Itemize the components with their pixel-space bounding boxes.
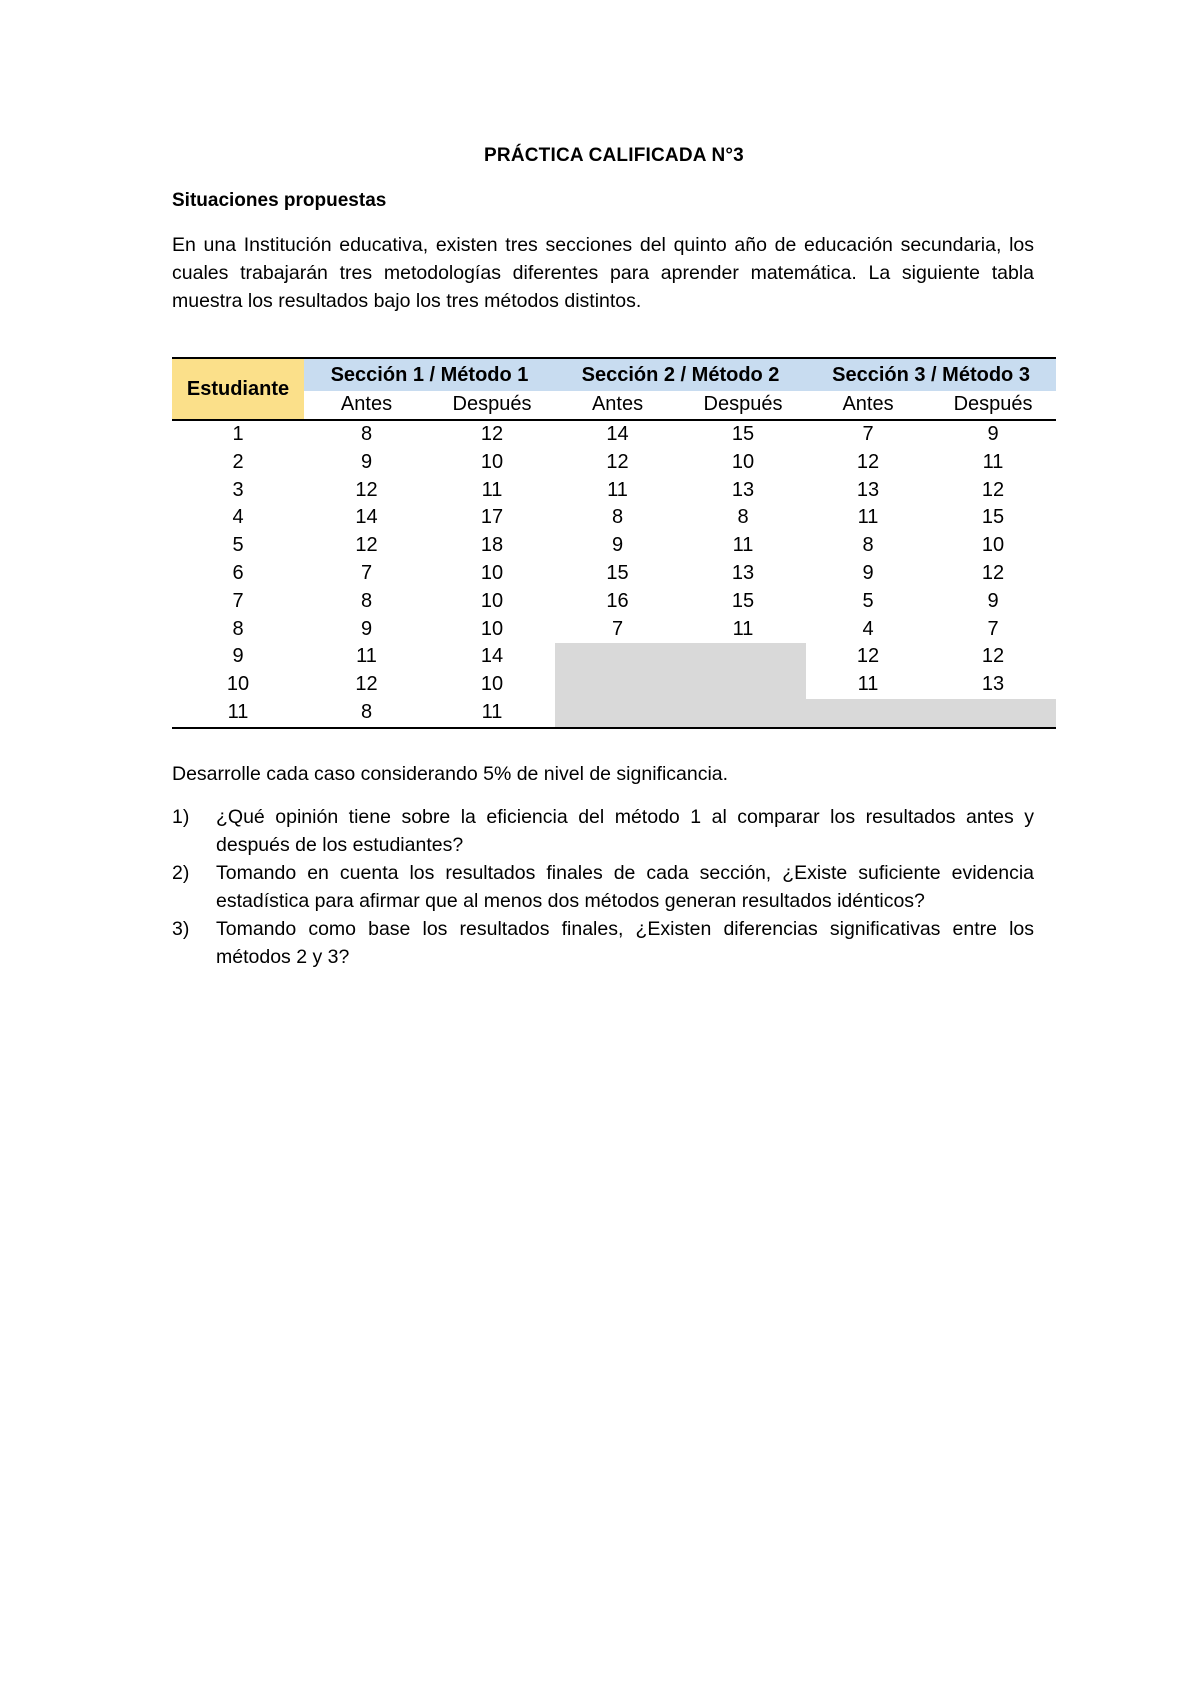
page-title: PRÁCTICA CALIFICADA N°3 [484, 145, 744, 166]
score-cell: 10 [480, 450, 504, 473]
score-cell: 4 [862, 617, 874, 640]
empty-cell [555, 643, 680, 671]
questions-list [172, 803, 1034, 971]
table-row [172, 588, 1056, 616]
score-cell: 18 [480, 534, 504, 557]
empty-cell [680, 699, 806, 728]
student-number-cell: 3 [232, 478, 244, 501]
score-cell: 12 [856, 450, 880, 473]
table-row [172, 699, 1056, 728]
empty-cell [555, 671, 680, 699]
table-body [172, 420, 1056, 728]
question-number: 2) [172, 862, 190, 884]
student-number-cell: 1 [232, 423, 244, 445]
score-cell: 5 [862, 589, 874, 612]
table-row [172, 616, 1056, 644]
student-number-cell: 4 [232, 506, 244, 529]
score-cell: 13 [856, 478, 880, 501]
table-row [172, 671, 1056, 699]
score-cell: 12 [355, 478, 378, 501]
score-cell: 11 [732, 617, 754, 640]
score-cell: 8 [304, 699, 429, 728]
subheader-antes: Antes [806, 391, 930, 420]
score-cell: 10 [981, 534, 1005, 557]
score-cell: 11 [481, 478, 503, 501]
empty-cell [806, 699, 930, 728]
score-cell: 13 [731, 478, 755, 501]
student-number-cell: 7 [232, 589, 244, 612]
student-column-header: Estudiante [172, 358, 304, 420]
score-cell: 11 [429, 699, 555, 728]
table-row [172, 560, 1056, 588]
student-number-cell: 5 [232, 534, 244, 557]
score-cell: 9 [611, 534, 624, 557]
significance-note: Desarrolle cada caso considerando 5% de nivel de significancia. [172, 763, 729, 785]
score-cell: 7 [862, 423, 874, 445]
score-cell: 12 [981, 561, 1005, 584]
question-text: Tomando como base los resultados finales, ¿Existen diferencias significativas entre los métodos 2 y 3? [216, 918, 1034, 968]
student-number-cell: 10 [226, 673, 250, 696]
list-item [172, 803, 1034, 859]
table-row [172, 420, 1056, 449]
score-cell: 11 [607, 478, 628, 501]
section-3-header: Sección 3 / Método 3 [806, 358, 1056, 391]
score-cell: 9 [987, 423, 999, 445]
list-item [172, 859, 1034, 915]
score-cell: 12 [981, 645, 1005, 668]
score-cell: 8 [862, 534, 874, 557]
subheader-antes: Antes [555, 391, 680, 420]
empty-cell [930, 699, 1056, 728]
score-cell: 7 [611, 617, 624, 640]
table-subheader-row [172, 391, 1056, 420]
score-cell: 12 [981, 478, 1005, 501]
empty-cell [555, 699, 680, 728]
score-cell: 10 [480, 561, 504, 584]
section-2-header: Sección 2 / Método 2 [555, 358, 806, 391]
intro-paragraph: En una Institución educativa, existen tres secciones del quinto año de educación secundaria, los cuales trabajarán tres metodologías diferentes para aprender matemática. La siguiente tabla muestra los resultados bajo los tres métodos distintos. [172, 234, 1034, 312]
score-cell: 12 [355, 673, 378, 696]
table-row [172, 643, 1056, 671]
score-cell: 9 [987, 589, 999, 612]
score-cell: 9 [360, 617, 373, 640]
score-cell: 10 [480, 617, 504, 640]
empty-cell [680, 643, 806, 671]
score-cell: 12 [606, 450, 629, 473]
question-number: 3) [172, 918, 190, 940]
score-cell: 11 [356, 645, 377, 668]
score-cell: 14 [606, 423, 629, 445]
section-1-header: Sección 1 / Método 1 [304, 358, 555, 391]
score-cell: 11 [982, 450, 1004, 473]
section-subtitle: Situaciones propuestas [172, 190, 387, 211]
score-cell: 11 [857, 506, 879, 529]
score-cell: 16 [606, 589, 629, 612]
score-cell: 12 [480, 423, 504, 445]
score-cell: 15 [731, 423, 755, 445]
question-text: Tomando en cuenta los resultados finales de cada sección, ¿Existe suficiente evidencia estadística para afirmar que al menos dos métodos generan resultados idénticos? [216, 862, 1034, 912]
student-number-cell: 2 [232, 450, 244, 473]
student-number-cell: 9 [232, 645, 244, 668]
subheader-despues: Después [429, 391, 555, 420]
table-row [172, 449, 1056, 477]
score-cell: 13 [731, 561, 755, 584]
score-cell: 15 [606, 561, 629, 584]
score-cell: 10 [731, 450, 755, 473]
score-cell: 8 [737, 506, 749, 529]
score-cell: 13 [981, 673, 1005, 696]
score-cell: 9 [360, 450, 373, 473]
table-header-row [172, 358, 1056, 391]
table-row [172, 532, 1056, 560]
score-cell: 7 [987, 617, 999, 640]
score-cell: 12 [355, 534, 378, 557]
score-cell: 8 [611, 506, 624, 529]
score-cell: 15 [981, 506, 1005, 529]
score-cell: 14 [480, 645, 504, 668]
score-cell: 17 [480, 506, 504, 529]
empty-cell [680, 671, 806, 699]
subheader-antes: Antes [304, 391, 429, 420]
question-text: ¿Qué opinión tiene sobre la eficiencia del método 1 al comparar los resultados antes y después de los estudiantes? [216, 806, 1034, 856]
score-cell: 7 [360, 561, 373, 584]
score-cell: 12 [856, 645, 880, 668]
table-row [172, 477, 1056, 505]
score-cell: 10 [480, 673, 504, 696]
score-cell: 9 [862, 561, 874, 584]
student-number-cell: 6 [232, 561, 244, 584]
subheader-despues: Después [680, 391, 806, 420]
student-number-cell: 8 [232, 617, 244, 640]
student-number-cell: 11 [172, 699, 304, 728]
subheader-despues: Después [930, 391, 1056, 420]
score-cell: 8 [360, 589, 373, 612]
question-number: 1) [172, 806, 190, 828]
table-row [172, 504, 1056, 532]
score-cell: 11 [857, 673, 879, 696]
list-item [172, 915, 1034, 971]
results-table [172, 357, 1056, 729]
score-cell: 10 [480, 589, 504, 612]
score-cell: 14 [355, 506, 378, 529]
score-cell: 11 [732, 534, 754, 557]
score-cell: 15 [731, 589, 755, 612]
score-cell: 8 [360, 423, 373, 445]
